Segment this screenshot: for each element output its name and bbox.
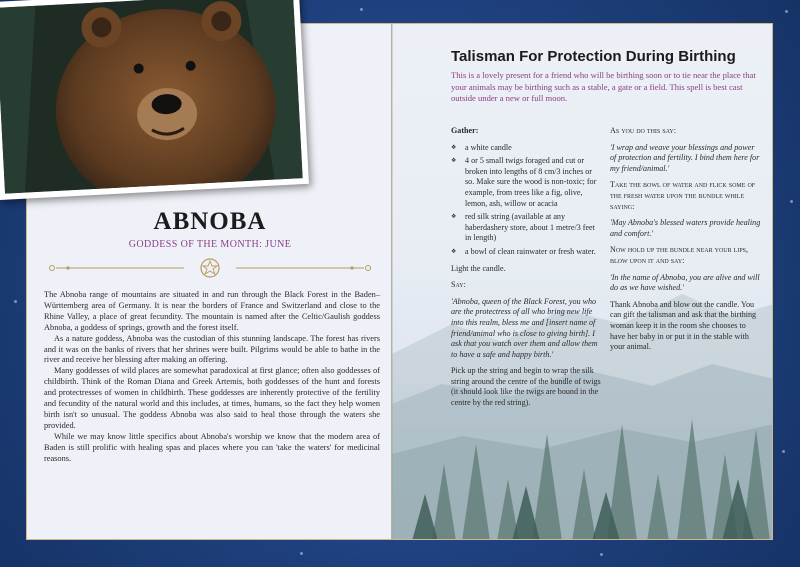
star-dot — [300, 552, 303, 555]
gather-heading: Gather: — [451, 126, 479, 135]
goddess-article — [44, 290, 380, 465]
spell-column-2 — [610, 126, 762, 359]
blessed-waters-chant: 'May Abnoba's blessed waters provide healing and comfort.' — [610, 218, 761, 238]
bear-image — [0, 0, 303, 194]
star-dot — [14, 300, 17, 303]
wrap-string-step: Pick up the string and begin to wrap the silk string around the centre of the bundle of twigs (it should look like the twigs are bound in the centre by the red string). — [451, 366, 601, 408]
spell-column-1 — [451, 126, 603, 415]
star-dot — [360, 8, 363, 11]
spell-intro: This is a lovely present for a friend who will be birthing soon or to tie near the place that your animals may be birthing such as a stable, a gate or a field. This spell is best cast outside under a new or full moon. — [451, 70, 756, 104]
gather-item: ❖ a white candle — [451, 143, 603, 154]
alive-chant: 'In the name of Abnoba, you are alive and will do as we have wished.' — [610, 272, 760, 293]
article-paragraph: While we may know little specifics about Abnoba's worship we know that the modern area of Baden is still prolific with healing spas and places where you can 'take the waters' for medicinal reasons. — [44, 431, 380, 463]
ornamental-divider — [48, 258, 372, 278]
star-dot — [782, 450, 785, 453]
say-heading: Say: — [451, 280, 466, 290]
weave-chant: 'I wrap and weave your blessings and power of protection and fertility. I bind them here for my friend/animal.' — [610, 142, 760, 173]
goddess-subtitle: GODDESS OF THE MONTH: JUNE — [128, 239, 292, 250]
gather-item: ❖ red silk string (available at any haberdashery store, about 1 metre/3 feet in length) — [451, 212, 603, 244]
as-you-do-heading: As you do this say: — [610, 126, 676, 135]
bear-photo — [0, 0, 309, 200]
spell-title: Talisman For Protection During Birthing — [451, 48, 736, 65]
star-dot — [790, 200, 793, 203]
light-candle-step: Light the candle. — [451, 263, 506, 273]
gather-item: ❖ a bowl of clean rainwater or fresh water. — [451, 247, 603, 258]
bear-illustration — [0, 0, 303, 194]
invocation-text: 'Abnoba, queen of the Black Forest, you who are the protectress of all who bring new life into this realm, bless me and [insert name of friend/animal who is close to giving birth]. I ask that you watch over them and allow them to have a safe and happy birth.' — [451, 296, 598, 359]
article-paragraph: As a nature goddess, Abnoba was the custodian of this stunning landscape. The forest has rivers and it was on the banks of rivers that her shrines were built. Pilgrims would be able to bathe in the river and receive her blessing after making an offering. — [44, 333, 380, 365]
gather-list — [451, 143, 603, 258]
article-paragraph: The Abnoba range of mountains are situated in and run through the Black Forest in the Baden–Württemberg area of Germany. It is near the borders of France and Switzerland and close to the Rhine Valley, a place of great fecundity. The mountain is named after the Celtic/Gaulish goddess Abnoba, a goddess of springs, growth and the forest itself. — [44, 290, 380, 332]
star-dot — [600, 553, 603, 556]
goddess-title: ABNOBA — [153, 208, 267, 235]
take-bowl-step: Take the bowl of water and flick some of the fresh water upon the bundle while saying: — [610, 180, 756, 211]
star-medallion-icon — [201, 259, 219, 277]
article-paragraph: Many goddesses of wild places are somewhat paradoxical at first glance; often also goddesses of childbirth. Think of the Roman Diana and Greek Artemis, both goddesses of the hunt and forests and protectresses of women in childbirth. These goddesses are inherently protective of the fertility and fecundity of the natural world and this includes, at times, humans, so the fact they help women birth isn't so unusual. The goddess Abnoba was also said to heal those through the waters she provided. — [44, 366, 380, 430]
closing-step: Thank Abnoba and blow out the candle. You can gift the talisman and ask that the birthing woman keep it in the room she chooses to have her baby in or put it in the stable with your animal. — [610, 299, 757, 352]
star-dot — [785, 10, 788, 13]
page-fold — [391, 23, 393, 540]
gather-item: ❖ 4 or 5 small twigs foraged and cut or broken into lengths of 8 cm/3 inches or so. Make sure the wood is non-toxic; for example, from trees like a fig, olive, lemon, ash, willow or acacia — [451, 156, 603, 209]
hold-up-step: Now hold up the bundle near your lips, blow upon it and say: — [610, 245, 749, 265]
